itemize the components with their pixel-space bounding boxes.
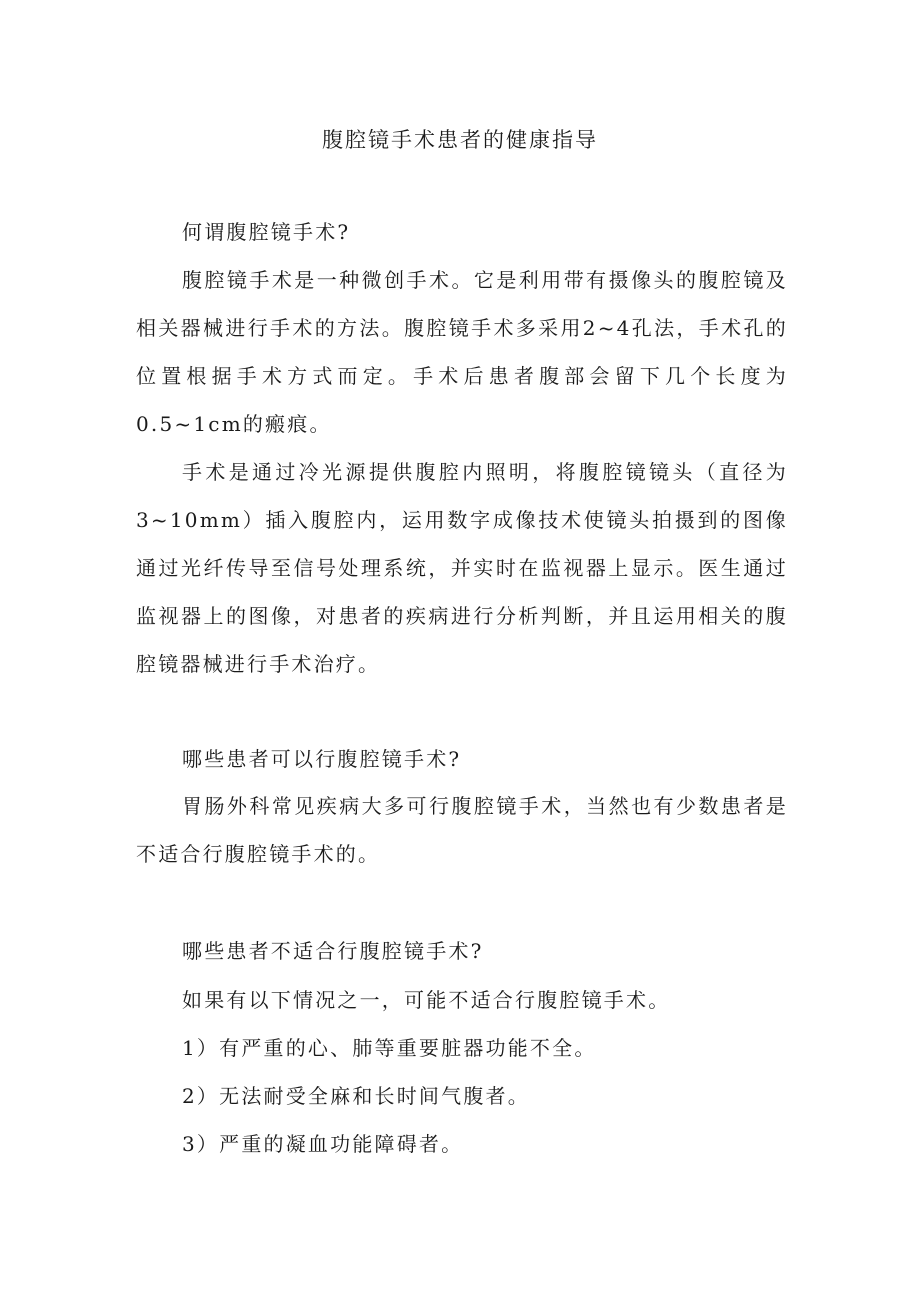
document-title: 腹腔镜手术患者的健康指导 (322, 128, 598, 152)
paragraph-eligible: 胃肠外科常见疾病大多可行腹腔镜手术，当然也有少数患者是不适合行腹腔镜手术的。 (136, 794, 788, 866)
section-heading-eligible: 哪些患者可以行腹腔镜手术? (182, 747, 462, 771)
list-item: 2）无法耐受全麻和长时间气腹者。 (182, 1084, 530, 1108)
paragraph-procedure: 手术是通过冷光源提供腹腔内照明，将腹腔镜镜头（直径为3~10mm）插入腹腔内，运用数字成像技术使镜头拍摄到的图像通过光纤传导至信号处理系统，并实时在监视器上显示。医生通过监视器上的图像，对患者的疾病进行分析判断，并且运用相关的腹腔镜器械进行手术治疗。 (136, 460, 788, 676)
section-heading-not-suitable: 哪些患者不适合行腹腔镜手术? (182, 939, 484, 963)
paragraph-not-suitable-intro: 如果有以下情况之一，可能不适合行腹腔镜手术。 (182, 988, 671, 1012)
list-item: 1）有严重的心、肺等重要脏器功能不全。 (182, 1036, 597, 1060)
list-item: 3）严重的凝血功能障碍者。 (182, 1132, 464, 1156)
section-heading-what-is: 何谓腹腔镜手术? (182, 220, 351, 244)
paragraph-definition: 腹腔镜手术是一种微创手术。它是利用带有摄像头的腹腔镜及相关器械进行手术的方法。腹腔镜手术多采用2~4孔法，手术孔的位置根据手术方式而定。手术后患者腹部会留下几个长度为0.5~1cm的瘢痕。 (136, 268, 788, 436)
